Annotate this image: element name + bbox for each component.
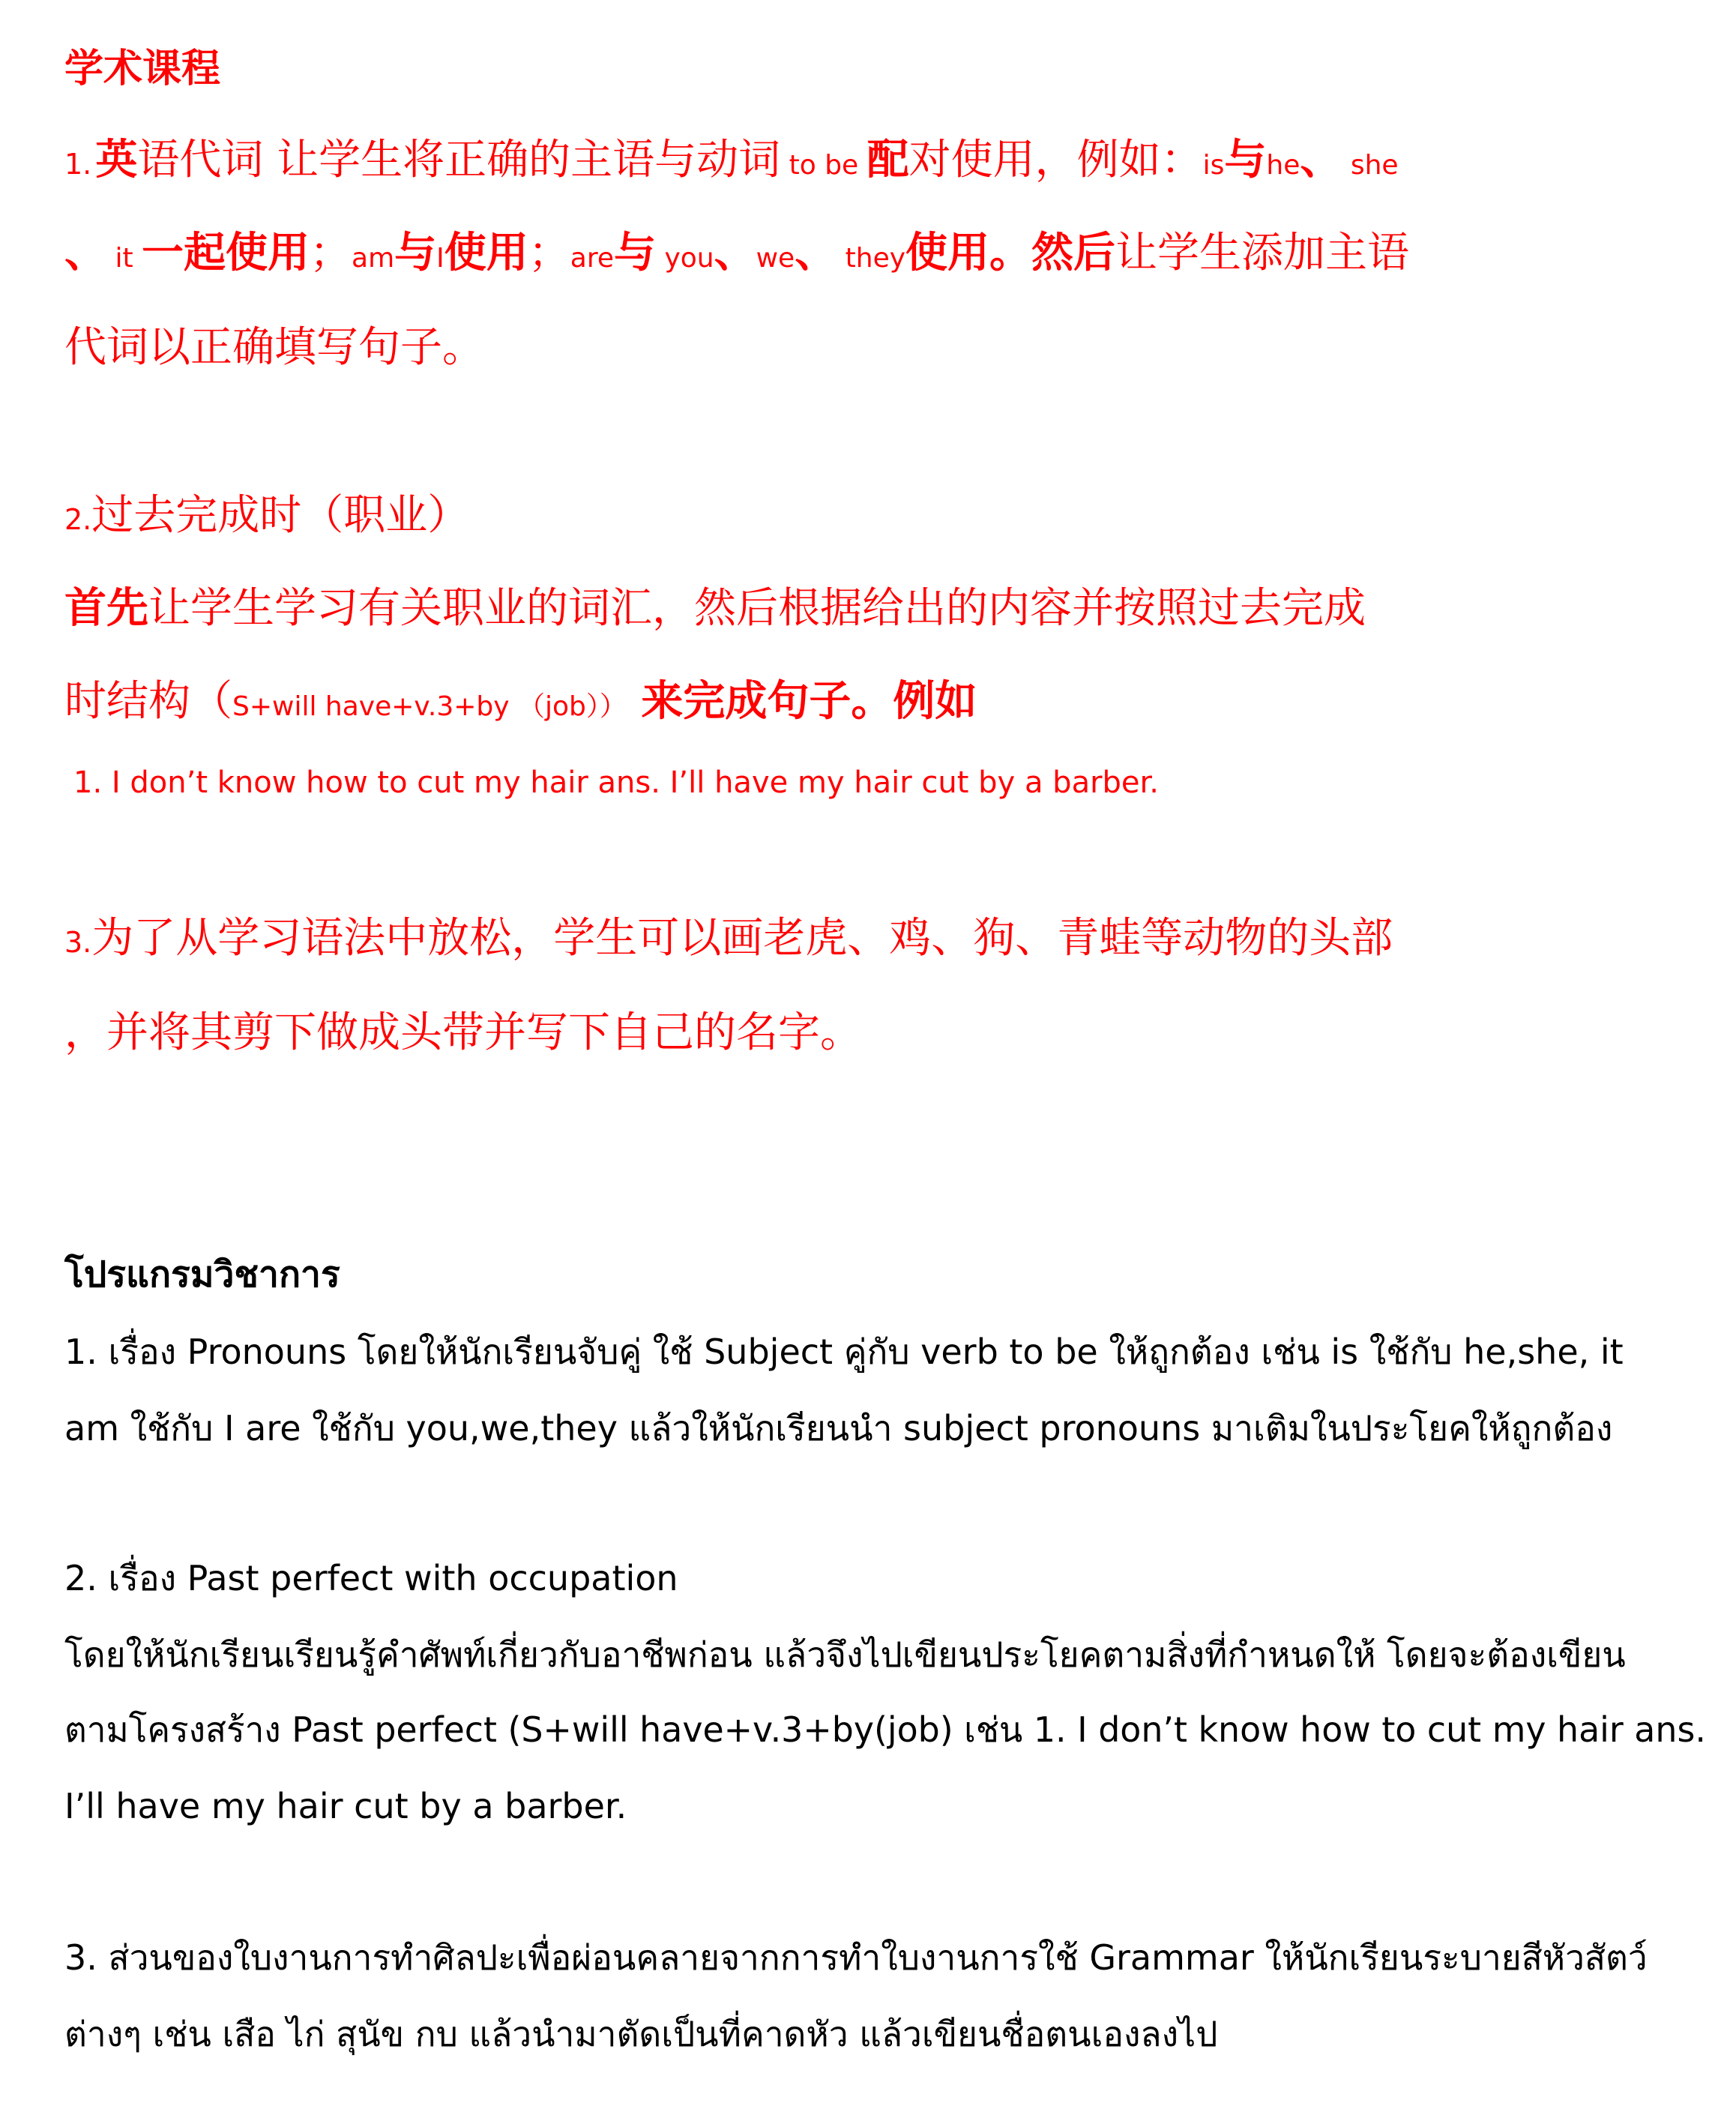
zh-item1-line2: 、 it 一起使用；am与I使用；are与 you、we、 they使用。然后让学生添加主语	[64, 229, 1410, 277]
th-item2-line2: โดยให้นักเรียนเรียนรู้คำศัพท์เกี่ยวกับอาชีพก่อน แล้วจึงไปเขียนประโยคตามสิ่งที่กำหนดให้ โดยจะต้องเขียน	[64, 1634, 1626, 1675]
zh-item2-line2: 时结构（S+will have+v.3+by （job）） 来完成句子。例如	[64, 677, 977, 726]
th-item2-line1: 2. เรื่อง Past perfect with occupation	[64, 1558, 678, 1598]
th-item3-line2: ต่างๆ เช่น เสือ ไก่ สุนัข กบ แล้วนำมาตัดเป็นที่คาดหัว แล้วเขียนชื่อตนเองลงไป	[64, 2014, 1218, 2054]
zh-item2-example: 1. I don’t know how to cut my hair ans. I’ll have my hair cut by a barber.	[73, 765, 1160, 800]
th-item2-line3: ตามโครงสร้าง Past perfect (S+will have+v.3+by(job) เช่น 1. I don’t know how to cut my hair ans.	[64, 1709, 1706, 1750]
zh-item3-line2: ，并将其剪下做成头带并写下自己的名字。	[64, 1008, 862, 1057]
th-item2-line4: I’ll have my hair cut by a barber.	[64, 1786, 627, 1826]
zh-item1-line1: 1. 英语代词 让学生将正确的主语与动词 to be 配对使用，例如：is与he、 she	[64, 136, 1399, 184]
zh-item3-line1: 3.为了从学习语法中放松，学生可以画老虎、鸡、狗、青蛙等动物的头部	[64, 914, 1393, 963]
th-item3-line1: 3. ส่วนของใบงานการทำศิลปะเพื่อผ่อนคลายจากการทำใบงานการใช้ Grammar ให้นักเรียนระบายสีหัวสัตว์	[64, 1937, 1648, 1978]
zh-item1-line3: 代词以正确填写句子。	[64, 323, 484, 372]
zh-item2-line1: 首先让学生学习有关职业的词汇，然后根据给出的内容并按照过去完成	[64, 584, 1366, 633]
th-item1-line1: 1. เรื่อง Pronouns โดยให้นักเรียนจับคู่ ใช้ Subject คู่กับ verb to be ให้ถูกต้อง เช่น is ใช้กับ he,she, it	[64, 1332, 1624, 1372]
th-item1-line2: am ใช้กับ I are ใช้กับ you,we,they แล้วให้นักเรียนนำ subject pronouns มาเติมในประโยคให้ถูกต้อง	[64, 1408, 1613, 1448]
zh-title: 学术课程	[64, 46, 221, 91]
th-title: โปรแกรมวิชาการ	[64, 1254, 340, 1296]
zh-item2-heading: 2.过去完成时（职业）	[64, 491, 470, 540]
